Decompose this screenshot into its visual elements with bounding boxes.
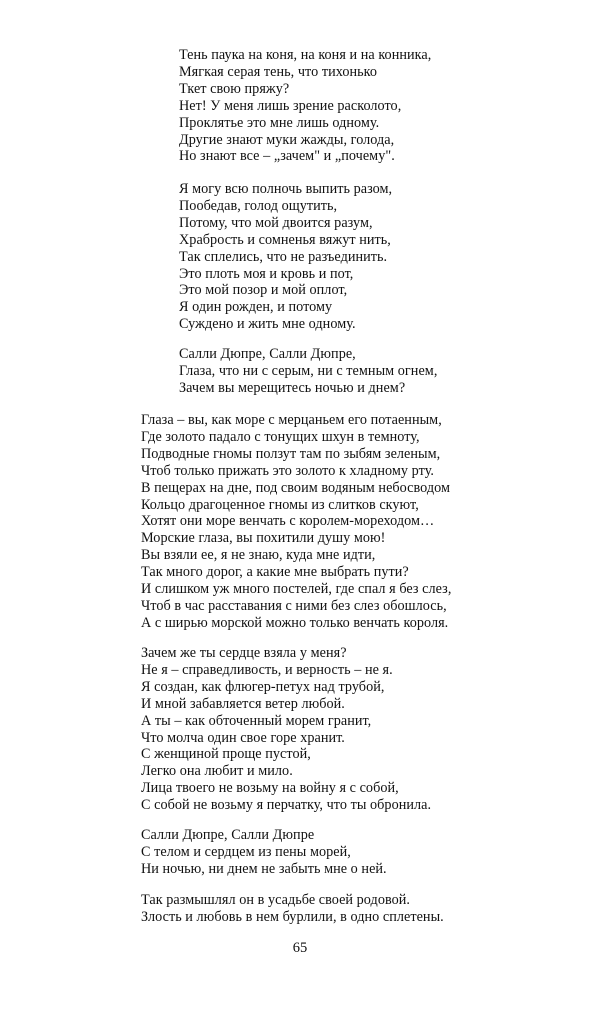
verse-line: Чтоб только прижать это золото к хладному рту. (141, 462, 435, 479)
verse-line: Так много дорог, а какие мне выбрать пути? (141, 564, 409, 581)
verse-line: Потому, что мой двоится разум, (179, 214, 373, 231)
verse-line: Глаза, что ни с серым, ни с темным огнем, (179, 362, 438, 379)
verse-line: Суждено и жить мне одному. (179, 316, 356, 333)
verse-line: И мной забавляется ветер любой. (141, 695, 345, 712)
verse-line: Проклятье это мне лишь одному. (179, 114, 380, 131)
stanza-4 (141, 412, 451, 632)
verse-line: Я могу всю полночь выпить разом, (179, 181, 393, 197)
verse-line: Лица твоего не возьму на войну я с собой, (141, 780, 399, 797)
verse-line: Но знают все – „зачем" и „почему". (179, 148, 395, 165)
verse-line: Храбрость и сомненья вяжут нить, (179, 231, 391, 248)
stanza-3 (179, 346, 437, 397)
verse-line: Не я – справедливость, и верность – не я. (141, 661, 393, 678)
verse-line: Другие знают муки жажды, голода, (179, 131, 395, 148)
page-number: 65 (292, 940, 308, 956)
verse-line: Подводные гномы ползут там по зыбям зеленым, (141, 445, 441, 462)
verse-line: Где золото падало с тонущих шхун в темноту, (141, 428, 420, 445)
verse-line: С женщиной проще пустой, (141, 746, 311, 763)
verse-line: Зачем вы мерещитесь ночью и днем? (179, 379, 406, 396)
verse-line: Мягкая серая тень, что тихонько (179, 63, 377, 80)
verse-line: А с ширью морской можно только венчать короля. (141, 614, 449, 631)
stanza-2 (179, 181, 392, 333)
verse-line: Ткет свою пряжу? (179, 80, 290, 97)
verse-line: Салли Дюпре, Салли Дюпре, (179, 346, 356, 362)
verse-line: Легко она любит и мило. (141, 763, 293, 780)
verse-line: Я создан, как флюгер-петух над трубой, (141, 678, 385, 695)
verse-line: Я один рожден, и потому (179, 299, 333, 316)
verse-line: Ни ночью, ни днем не забыть мне о ней. (141, 860, 387, 877)
verse-line: Зачем же ты сердце взяла у меня? (141, 645, 347, 661)
verse-line: Чтоб в час расставания с ними без слез обошлось, (141, 597, 447, 614)
verse-line: Злость и любовь в нем бурлили, в одно сплетены. (141, 908, 444, 925)
verse-line: Салли Дюпре, Салли Дюпре (141, 827, 315, 843)
verse-line: Это плоть моя и кровь и пот, (179, 265, 354, 282)
verse-line: Так размышлял он в усадьбе своей родовой. (141, 892, 410, 908)
verse-line: Глаза – вы, как море с мерцаньем его потаенным, (141, 412, 442, 428)
stanza-1 (179, 47, 431, 165)
stanza-5 (141, 645, 431, 814)
verse-line: И слишком уж много постелей, где спал я без слез, (141, 581, 452, 598)
stanza-6 (141, 827, 387, 878)
verse-line: Так сплелись, что не разъединить. (179, 248, 388, 265)
verse-line: Что молча один свое горе хранит. (141, 729, 345, 746)
verse-line: Кольцо драгоценное гномы из слитков скуют, (141, 496, 419, 513)
verse-line: Морские глаза, вы похитили душу мою! (141, 530, 386, 547)
verse-line: Тень паука на коня, на коня и на конника, (179, 47, 432, 63)
verse-line: С телом и сердцем из пены морей, (141, 843, 351, 860)
verse-line: В пещерах на дне, под своим водяным небосводом (141, 479, 451, 496)
stanza-7 (141, 892, 444, 926)
verse-line: С собой не возьму я перчатку, что ты обронила. (141, 797, 432, 814)
verse-line: Хотят они море венчать с королем-мореходом… (141, 513, 435, 530)
verse-line: Пообедав, голод ощутить, (179, 197, 338, 214)
verse-line: Нет! У меня лишь зрение расколото, (179, 97, 402, 114)
verse-line: А ты – как обточенный морем гранит, (141, 712, 372, 729)
verse-line: Вы взяли ее, я не знаю, куда мне идти, (141, 547, 376, 564)
verse-line: Это мой позор и мой оплот, (179, 282, 348, 299)
